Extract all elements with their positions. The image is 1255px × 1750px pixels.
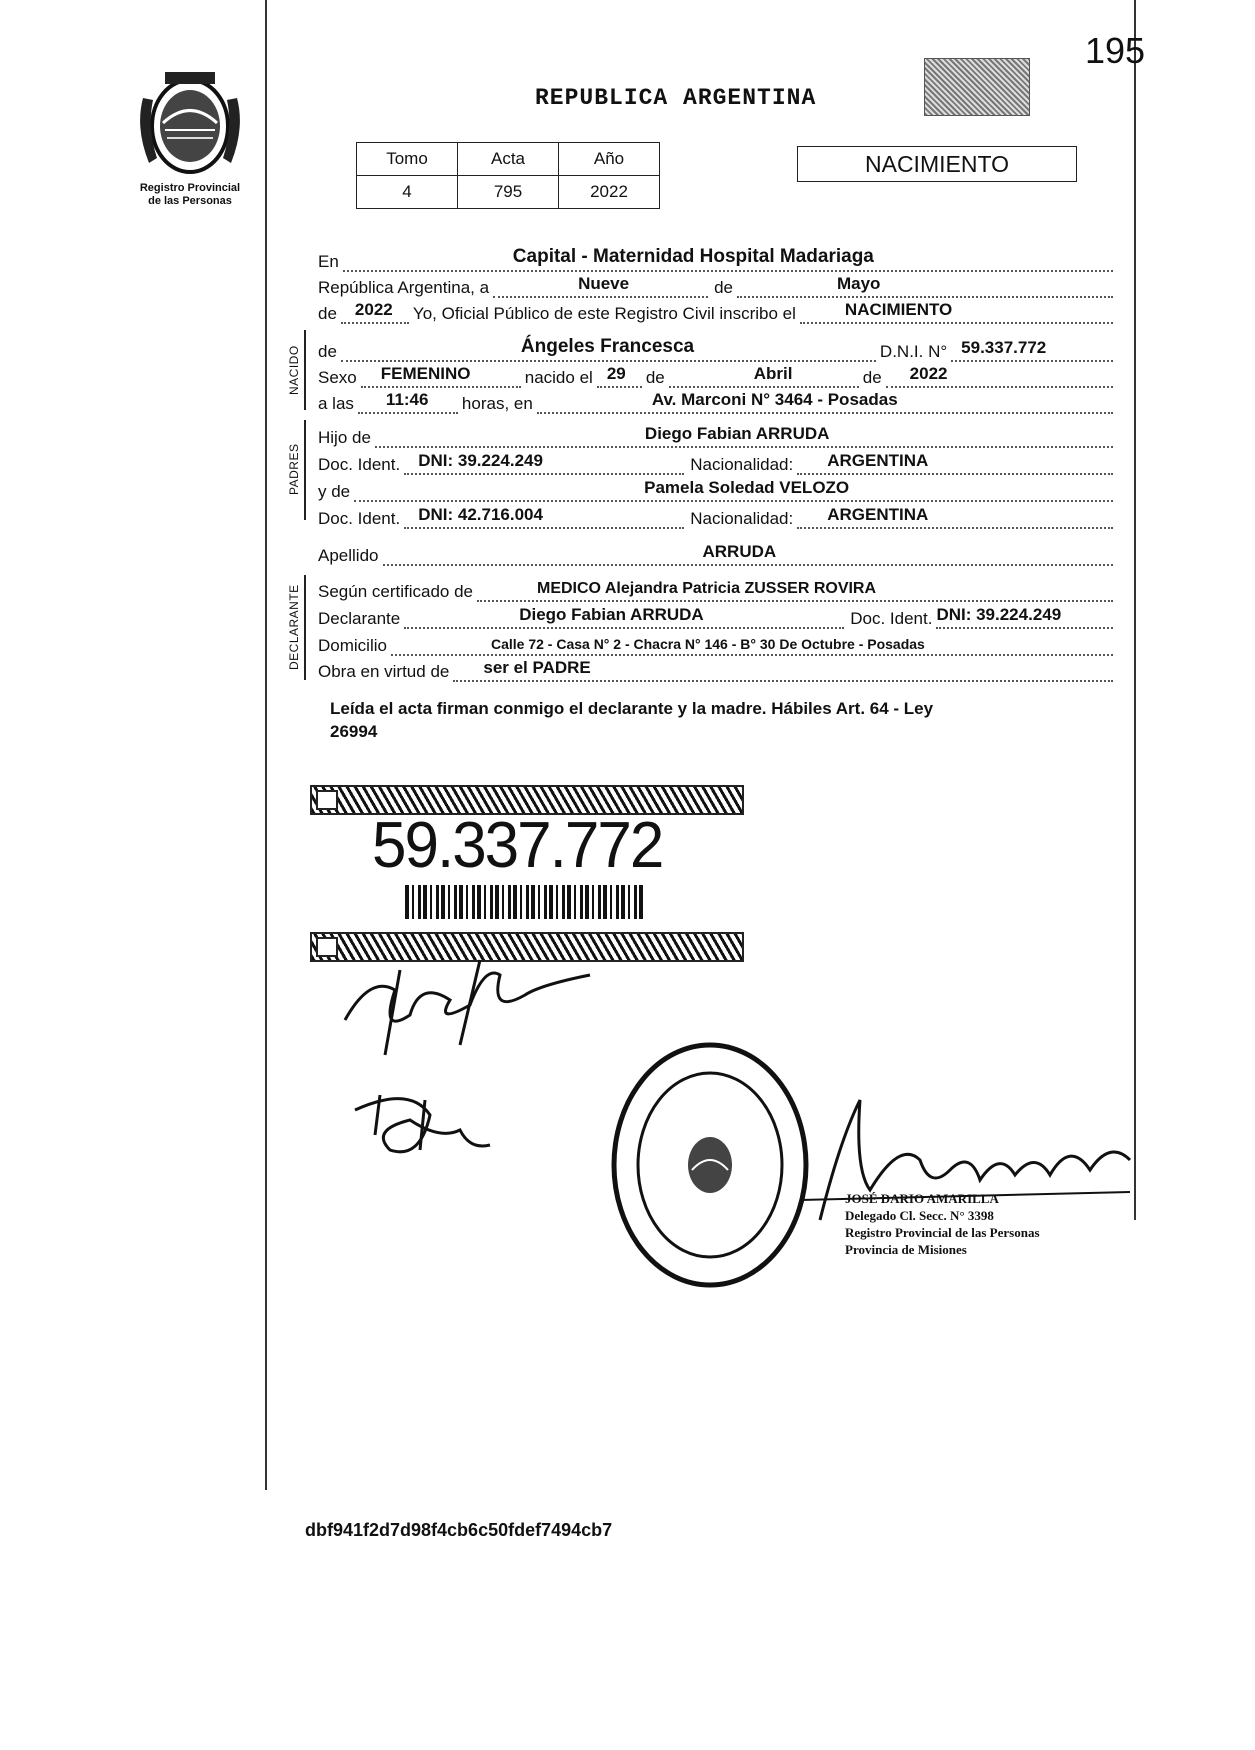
- value-event: NACIMIENTO: [844, 300, 953, 319]
- value-decl-doc: DNI: 39.224.249: [936, 605, 1062, 624]
- label-year-de: de: [318, 304, 337, 323]
- official-line2: Delegado Cl. Secc. N° 3398: [845, 1208, 994, 1223]
- nacido-section-label: NACIDO: [287, 345, 301, 395]
- row-domicilio: [318, 630, 1113, 656]
- label-dni: D.N.I. N°: [879, 342, 948, 361]
- label-father-nat: Nacionalidad:: [690, 455, 794, 474]
- stamped-number-mark: [924, 58, 1030, 116]
- label-cert: Según certificado de: [318, 582, 473, 601]
- header-anio: Año: [559, 143, 660, 176]
- dotted-line: [669, 364, 859, 388]
- value-declarante: Diego Fabian ARRUDA: [519, 605, 704, 624]
- value-cert: MEDICO Alejandra Patricia ZUSSER ROVIRA: [537, 580, 877, 597]
- row-place: [318, 246, 1113, 272]
- row-sex-birth: [318, 362, 1113, 388]
- declarant-signature: [340, 955, 600, 1065]
- declarante-bar: [304, 575, 306, 680]
- logo-caption-line2: de las Personas: [148, 195, 232, 207]
- dotted-line: [936, 605, 1113, 629]
- value-birth-address: Av. Marconi N° 3464 - Posadas: [651, 390, 898, 409]
- value-father-nat: ARGENTINA: [827, 451, 929, 470]
- value-birth-month: Abril: [753, 364, 793, 383]
- label-obra: Obra en virtud de: [318, 662, 450, 681]
- value-year: 2022: [354, 300, 393, 319]
- dotted-line: [737, 274, 1113, 298]
- value-birth-day: 29: [606, 364, 626, 383]
- label-apellido: Apellido: [318, 546, 379, 565]
- mother-signature: [350, 1090, 500, 1170]
- label-father-doc: Doc. Ident.: [318, 455, 401, 474]
- label-hours: horas, en: [461, 394, 533, 413]
- dotted-line: [361, 364, 521, 388]
- registry-table: [356, 142, 660, 209]
- dotted-line: [358, 390, 458, 414]
- value-domicilio: Calle 72 - Casa N° 2 - Chacra N° 146 - B° 30 De Octubre - Posadas: [490, 636, 925, 652]
- label-name-de: de: [318, 342, 337, 361]
- row-cert: [318, 576, 1113, 602]
- barcode-icon: [405, 885, 645, 919]
- header-tomo: Tomo: [357, 143, 458, 176]
- row-time: [318, 388, 1113, 414]
- dotted-line: [391, 636, 1113, 656]
- value-tomo: 4: [357, 176, 458, 209]
- official-line3: Registro Provincial de las Personas: [845, 1225, 1040, 1240]
- dotted-line: [354, 478, 1113, 502]
- value-place: Capital - Maternidad Hospital Madariaga: [512, 246, 874, 267]
- nacido-bar: [304, 330, 306, 410]
- label-de-1: de: [645, 368, 665, 387]
- padres-bar: [304, 420, 306, 520]
- official-stamp-block: [845, 1190, 1040, 1258]
- value-obra: ser el PADRE: [483, 658, 591, 677]
- value-mother: Pamela Soledad VELOZO: [644, 478, 850, 497]
- provincial-shield-icon: [135, 68, 245, 180]
- label-en: En: [318, 252, 339, 271]
- page-number: 195: [1085, 30, 1146, 71]
- row-year: [318, 298, 1113, 324]
- row-date: [318, 272, 1113, 298]
- logo-caption-line1: Registro Provincial: [139, 182, 241, 194]
- row-apellido: [318, 540, 1113, 566]
- value-child-dni: 59.337.772: [961, 338, 1047, 357]
- label-y-de: y de: [318, 482, 351, 501]
- dotted-line: [493, 274, 708, 298]
- dotted-line: [537, 390, 1113, 414]
- dotted-line: [800, 300, 1113, 324]
- row-father-doc: [318, 449, 1113, 475]
- label-de-2: de: [862, 368, 882, 387]
- value-time: 11:46: [385, 390, 429, 409]
- official-seal-icon: [610, 1040, 810, 1290]
- row-obra: [318, 656, 1113, 682]
- dotted-line: [453, 658, 1113, 682]
- label-de: de: [714, 278, 733, 297]
- label-officer: Yo, Oficial Público de este Registro Civil inscribo el: [412, 304, 796, 323]
- label-mother-doc: Doc. Ident.: [318, 509, 401, 528]
- declarante-section-label: DECLARANTE: [287, 584, 301, 670]
- official-name: JOSÉ DARIO AMARILLA: [845, 1191, 999, 1206]
- right-margin-line: [1134, 0, 1136, 1220]
- closing-statement: [330, 697, 1120, 743]
- value-mother-doc: DNI: 42.716.004: [418, 505, 543, 524]
- row-name: [318, 336, 1113, 362]
- row-declarante: [318, 603, 1113, 629]
- document-type-box: NACIMIENTO: [797, 146, 1077, 182]
- row-father: [318, 422, 1113, 448]
- value-father: Diego Fabian ARRUDA: [644, 424, 830, 443]
- dotted-line: [886, 364, 1113, 388]
- logo-caption: [120, 182, 260, 208]
- value-birth-year: 2022: [909, 364, 948, 383]
- dotted-line: [404, 505, 684, 529]
- label-mother-nat: Nacionalidad:: [690, 509, 794, 528]
- dotted-line: [797, 451, 1113, 475]
- id-number-strip: 59.337.772: [372, 809, 663, 882]
- row-mother-doc: [318, 503, 1113, 529]
- label-decl-doc: Doc. Ident.: [850, 609, 933, 628]
- dotted-line: [404, 605, 844, 629]
- value-child-name: Ángeles Francesca: [520, 336, 695, 357]
- dotted-line: [341, 300, 409, 324]
- closing-line1: Leída el acta firman conmigo el declarante y la madre. Hábiles Art. 64 - Ley: [330, 699, 934, 718]
- value-mother-nat: ARGENTINA: [827, 505, 929, 524]
- value-month: Mayo: [836, 274, 881, 293]
- value-anio: 2022: [559, 176, 660, 209]
- label-time: a las: [318, 394, 354, 413]
- header-acta: Acta: [458, 143, 559, 176]
- label-republic: República Argentina, a: [318, 278, 490, 297]
- label-declarante: Declarante: [318, 609, 401, 628]
- label-hijo-de: Hijo de: [318, 428, 371, 447]
- dotted-line: [404, 451, 684, 475]
- dotted-line: [951, 338, 1113, 362]
- document-header-title: REPUBLICA ARGENTINA: [535, 85, 817, 111]
- label-sexo: Sexo: [318, 368, 357, 387]
- value-father-doc: DNI: 39.224.249: [418, 451, 543, 470]
- document-hash: dbf941f2d7d98f4cb6c50fdef7494cb7: [305, 1520, 613, 1540]
- value-apellido: ARRUDA: [702, 542, 777, 561]
- row-mother: [318, 476, 1113, 502]
- dotted-line: [375, 424, 1113, 448]
- dotted-line: [477, 582, 1113, 602]
- dotted-line: [797, 505, 1113, 529]
- padres-section-label: PADRES: [287, 443, 301, 495]
- closing-line2: 26994: [330, 722, 378, 741]
- dotted-line: [383, 542, 1114, 566]
- value-acta: 795: [458, 176, 559, 209]
- dotted-line: [597, 364, 642, 388]
- label-nacido-el: nacido el: [524, 368, 593, 387]
- value-sexo: FEMENINO: [380, 364, 471, 383]
- dotted-line: [341, 336, 876, 362]
- left-margin-line: [265, 0, 267, 1490]
- label-domicilio: Domicilio: [318, 636, 387, 655]
- value-day: Nueve: [578, 274, 630, 293]
- dotted-line: [343, 246, 1113, 272]
- official-line4: Provincia de Misiones: [845, 1242, 967, 1257]
